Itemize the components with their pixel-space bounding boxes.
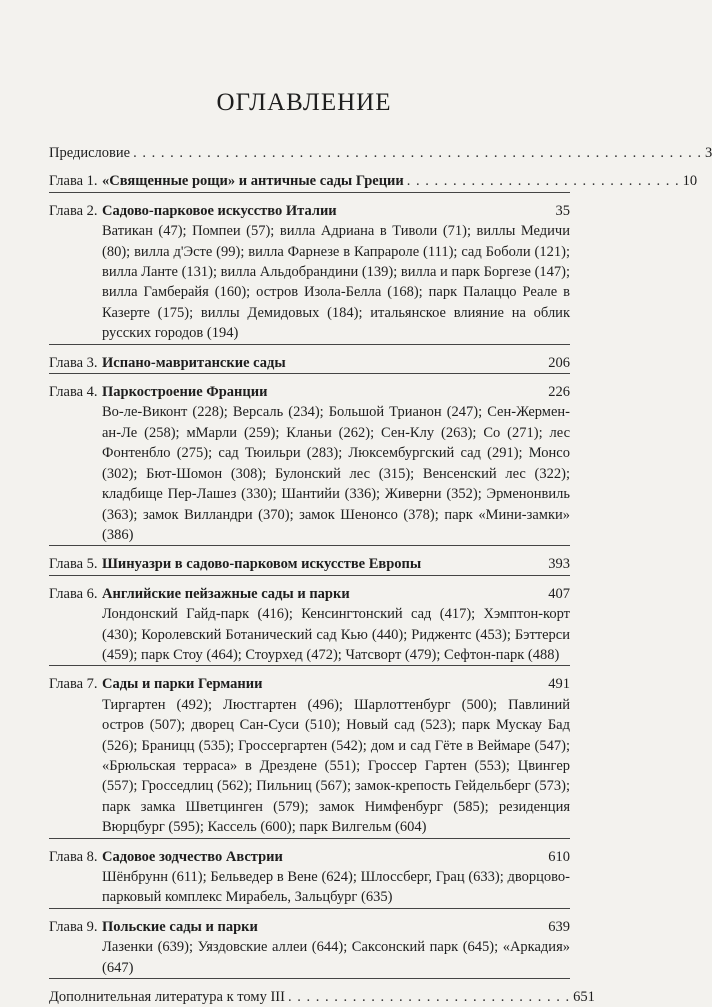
entry-page: 10: [682, 173, 698, 190]
entry-title: Садовое зодчество Австрии: [102, 848, 283, 865]
entry-title: «Священные рощи» и античные сады Греции: [102, 173, 404, 190]
toc-entry-chapter-3: [49, 353, 570, 374]
dot-leader: . . . . . . . . . . . . . . . . . . . . . . . . . . . . . . . . . . . . . . . . . . . . . . . . . . . . . . . . . . . . . .: [133, 145, 702, 161]
chapter-label: Глава 1.: [49, 173, 98, 190]
chapter-label: Глава 5.: [49, 556, 98, 573]
chapter-label: Глава 2.: [49, 202, 98, 219]
toc-entry-chapter-4: [49, 382, 570, 546]
toc-entry-chapter-2: [49, 201, 570, 345]
chapter-label: Глава 4.: [49, 384, 98, 401]
entry-subtopics: Лазенки (639); Уяздовские аллеи (644); Саксонский парк (645); «Аркадия» (647): [102, 939, 570, 976]
entry-page: 651: [573, 989, 595, 1006]
entry-title: Английские пейзажные сады и парки: [102, 585, 350, 602]
toc-entry-preface: [49, 143, 712, 163]
chapter-label: Глава 9.: [49, 918, 98, 935]
entry-page: 393: [548, 556, 570, 573]
toc-entry-chapter-7: [49, 674, 570, 838]
toc-entry-chapter-9: [49, 917, 570, 979]
entry-title: Сады и парки Германии: [102, 676, 263, 693]
entry-subtopics: Во-ле-Виконт (228); Версаль (234); Большой Трианон (247); Сен-Жермен-ан-Ле (258); мМарли (259); Кланьи (262); Сен-Клу (263); Со (271); лес Фонтенбло (275); сад Тюильри (283); Люксембургский сад (291); Монсо (302); Бют-Шомон (308); Булонский лес (315); Венсенский лес (322); кладбище Пер-Лашез (330); Шантийи (336); Живерни (352); Эрменонвиль (363); замок Вилландри (370); замок Шенонсо (378); парк «Мини-замки» (386): [102, 404, 570, 543]
dot-leader: . . . . . . . . . . . . . . . . . . . . . . . . . . . . . . .: [287, 989, 571, 1006]
entry-subtopics: Лондонский Гайд-парк (416); Кенсингтонский сад (417); Хэмптон-корт (430); Королевский Ботанический сад Кью (440); Риджентс (453); Бэттерси (459); парк Стоу (464); Стоурхед (472); Чатсворт (479); Сефтон-парк (488): [102, 606, 570, 663]
entry-page: 491: [548, 676, 570, 693]
toc-entry-chapter-8: [49, 847, 570, 909]
chapter-label: Глава 3.: [49, 354, 98, 371]
entry-page: 407: [548, 585, 570, 602]
entry-page: 35: [555, 202, 570, 219]
entry-title: Дополнительная литература к тому III: [49, 989, 285, 1006]
entry-subtopics: Ватикан (47); Помпеи (57); вилла Адриана в Тиволи (71); виллы Медичи (80); вилла д'Эсте (99); вилла Фарнезе в Капрароле (111); сад Боболи (121); вилла Ланте (131); вилла Альдобрандини (139); вилла и парк Боргезе (147); вилла Гамберайя (160); остров Изола-Белла (168); парк Палаццо Реале в Казерте (175); виллы Демидовых (184); итальянское влияние на облик русских городов (194): [102, 223, 570, 342]
entry-title: Испано-мавританские сады: [102, 354, 286, 371]
chapter-label: Глава 7.: [49, 676, 98, 693]
toc-entry-further-reading: [49, 987, 595, 1007]
entry-title: Садово-парковое искусство Италии: [102, 202, 337, 219]
table-of-contents: [49, 143, 712, 1007]
entry-subtopics: Шёнбрунн (611); Бельведер в Вене (624); Шлоссберг, Грац (633); дворцово-парковый комплекс Мирабель, Зальцбург (635): [102, 869, 570, 906]
entry-title: Предисловие: [49, 145, 131, 161]
entry-page: 206: [548, 354, 570, 371]
chapter-label: Глава 6.: [49, 585, 98, 602]
toc-heading: ОГЛАВЛЕНИЕ: [216, 88, 392, 116]
toc-entry-chapter-5: [49, 554, 570, 575]
entry-title: Польские сады и парки: [102, 918, 258, 935]
entry-page: 3: [704, 145, 712, 161]
entry-title: Шинуазри в садово-парковом искусстве Европы: [102, 556, 422, 573]
entry-title: Паркостроение Франции: [102, 384, 268, 401]
entry-page: 610: [548, 848, 570, 865]
entry-page: 226: [548, 384, 570, 401]
entry-page: 639: [548, 918, 570, 935]
dot-leader: . . . . . . . . . . . . . . . . . . . . . . . . . . . . . .: [406, 173, 680, 190]
toc-entry-chapter-1: [49, 171, 698, 192]
chapter-label: Глава 8.: [49, 848, 98, 865]
entry-subtopics: Тиргартен (492); Люстгартен (496); Шарлоттенбург (500); Павлиний остров (507); дворец Сан-Суси (510); Новый сад (523); парк Мускау Бад (526); Браницц (535); Гроссергартен (542); дом и сад Гёте в Веймаре (547); «Брюльская терраса» в Дрездене (551); Гроссер Гартен (553); Цвингер (557); Гросседлиц (562); Пильниц (567); замок-крепость Гейдельберг (573); парк замка Шветцинген (579); замок Нимфенбург (585); резиденция Вюрцбург (595); Кассель (600); парк Вилгельм (604): [102, 696, 570, 836]
toc-entry-chapter-6: [49, 584, 570, 667]
